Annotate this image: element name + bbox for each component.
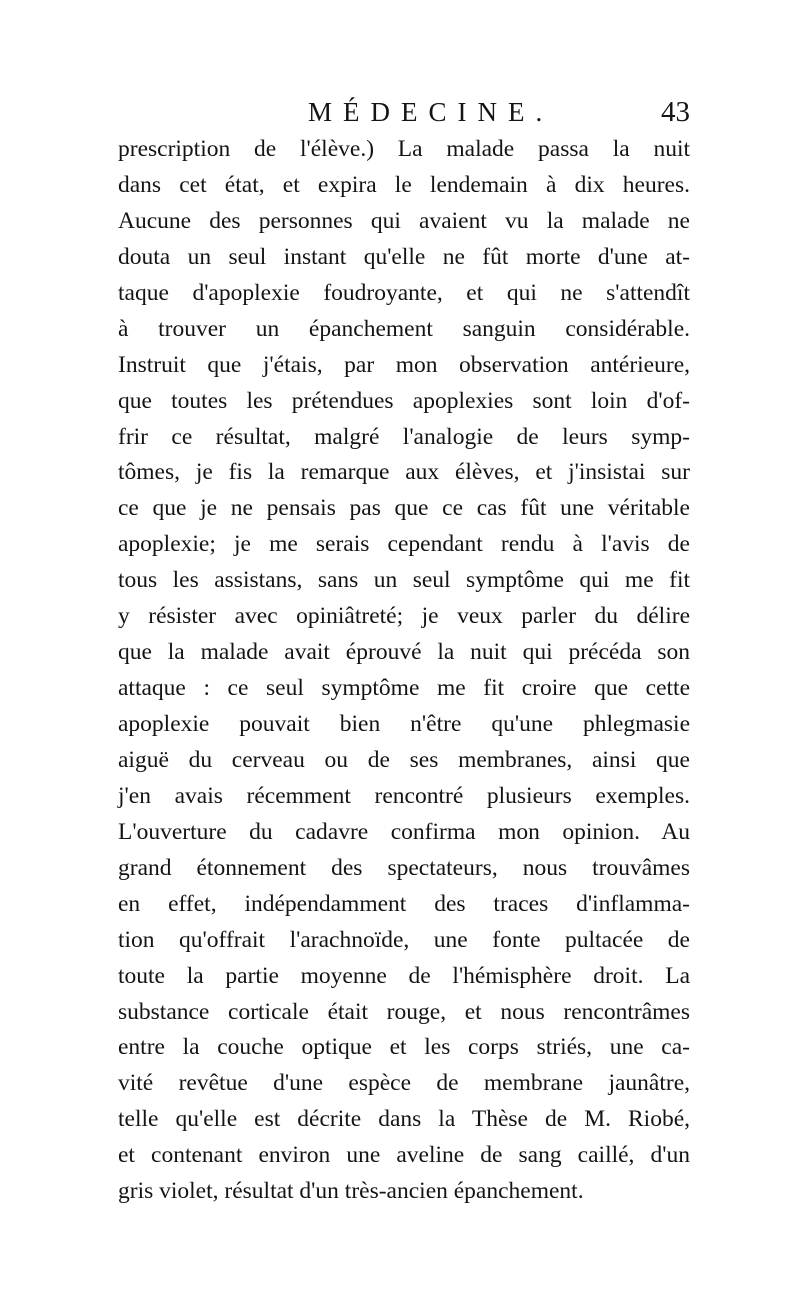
text-line: tous les assistans, sans un seul symptôme qui me fit (118, 567, 690, 594)
text-line: j'en avais récemment rencontré plusieurs exemples. (118, 782, 690, 809)
text-line: tômes, je fis la remarque aux élèves, et j'insistai sur (118, 459, 690, 486)
text-line: apoplexie pouvait bien n'être qu'une phlegmasie (118, 711, 690, 737)
text-line: apoplexie; je me serais cependant rendu à l'avis de (118, 531, 690, 558)
text-line: Aucune des personnes qui avaient vu la malade ne (118, 207, 690, 234)
text-line: tion qu'offrait l'arachnoïde, une fonte pultacée de (118, 926, 690, 953)
text-line: toute la partie moyenne de l'hémisphère droit. La (118, 962, 690, 989)
text-line: et contenant environ une aveline de sang caillé, d'un (118, 1142, 690, 1169)
text-line: vité revêtue d'une espèce de membrane jaunâtre, (118, 1070, 690, 1097)
text-line: prescription de l'élève.) La malade passa la nuit (118, 136, 690, 162)
text-line: telle qu'elle est décrite dans la Thèse de M. Riobé, (118, 1106, 690, 1133)
text-line: ce que je ne pensais pas que ce cas fût une véritable (118, 495, 690, 522)
text-line: entre la couche optique et les corps striés, une ca- (118, 1034, 690, 1061)
text-line: que la malade avait éprouvé la nuit qui précéda son (118, 639, 690, 666)
page-number: 43 (661, 96, 690, 128)
text-line: frir ce résultat, malgré l'analogie de leurs symp- (118, 423, 690, 450)
text-line: dans cet état, et expira le lendemain à dix heures. (118, 171, 690, 198)
text-line: y résister avec opiniâtreté; je veux parler du délire (118, 603, 690, 630)
text-line: substance corticale était rouge, et nous rencontrâmes (118, 998, 690, 1025)
text-line: aiguë du cerveau ou de ses membranes, ainsi que (118, 746, 690, 773)
text-line: en effet, indépendamment des traces d'inflamma- (118, 890, 690, 917)
text-line: attaque : ce seul symptôme me fit croire que cette (118, 675, 690, 702)
text-line: gris violet, résultat d'un très-ancien épanchement. (118, 1178, 584, 1205)
running-title: MÉDECINE. (308, 97, 554, 127)
text-line: grand étonnement des spectateurs, nous trouvâmes (118, 854, 690, 881)
text-line: taque d'apoplexie foudroyante, et qui ne s'attendît (118, 279, 690, 306)
body-text (118, 132, 690, 1210)
running-head (120, 92, 690, 132)
text-line: Instruit que j'étais, par mon observation antérieure, (118, 351, 690, 378)
text-line: L'ouverture du cadavre confirma mon opinion. Au (118, 818, 690, 845)
text-line: que toutes les prétendues apoplexies sont loin d'of- (118, 387, 690, 414)
text-line: à trouver un épanchement sanguin considérable. (118, 315, 690, 342)
text-line: douta un seul instant qu'elle ne fût morte d'une at- (118, 243, 690, 270)
